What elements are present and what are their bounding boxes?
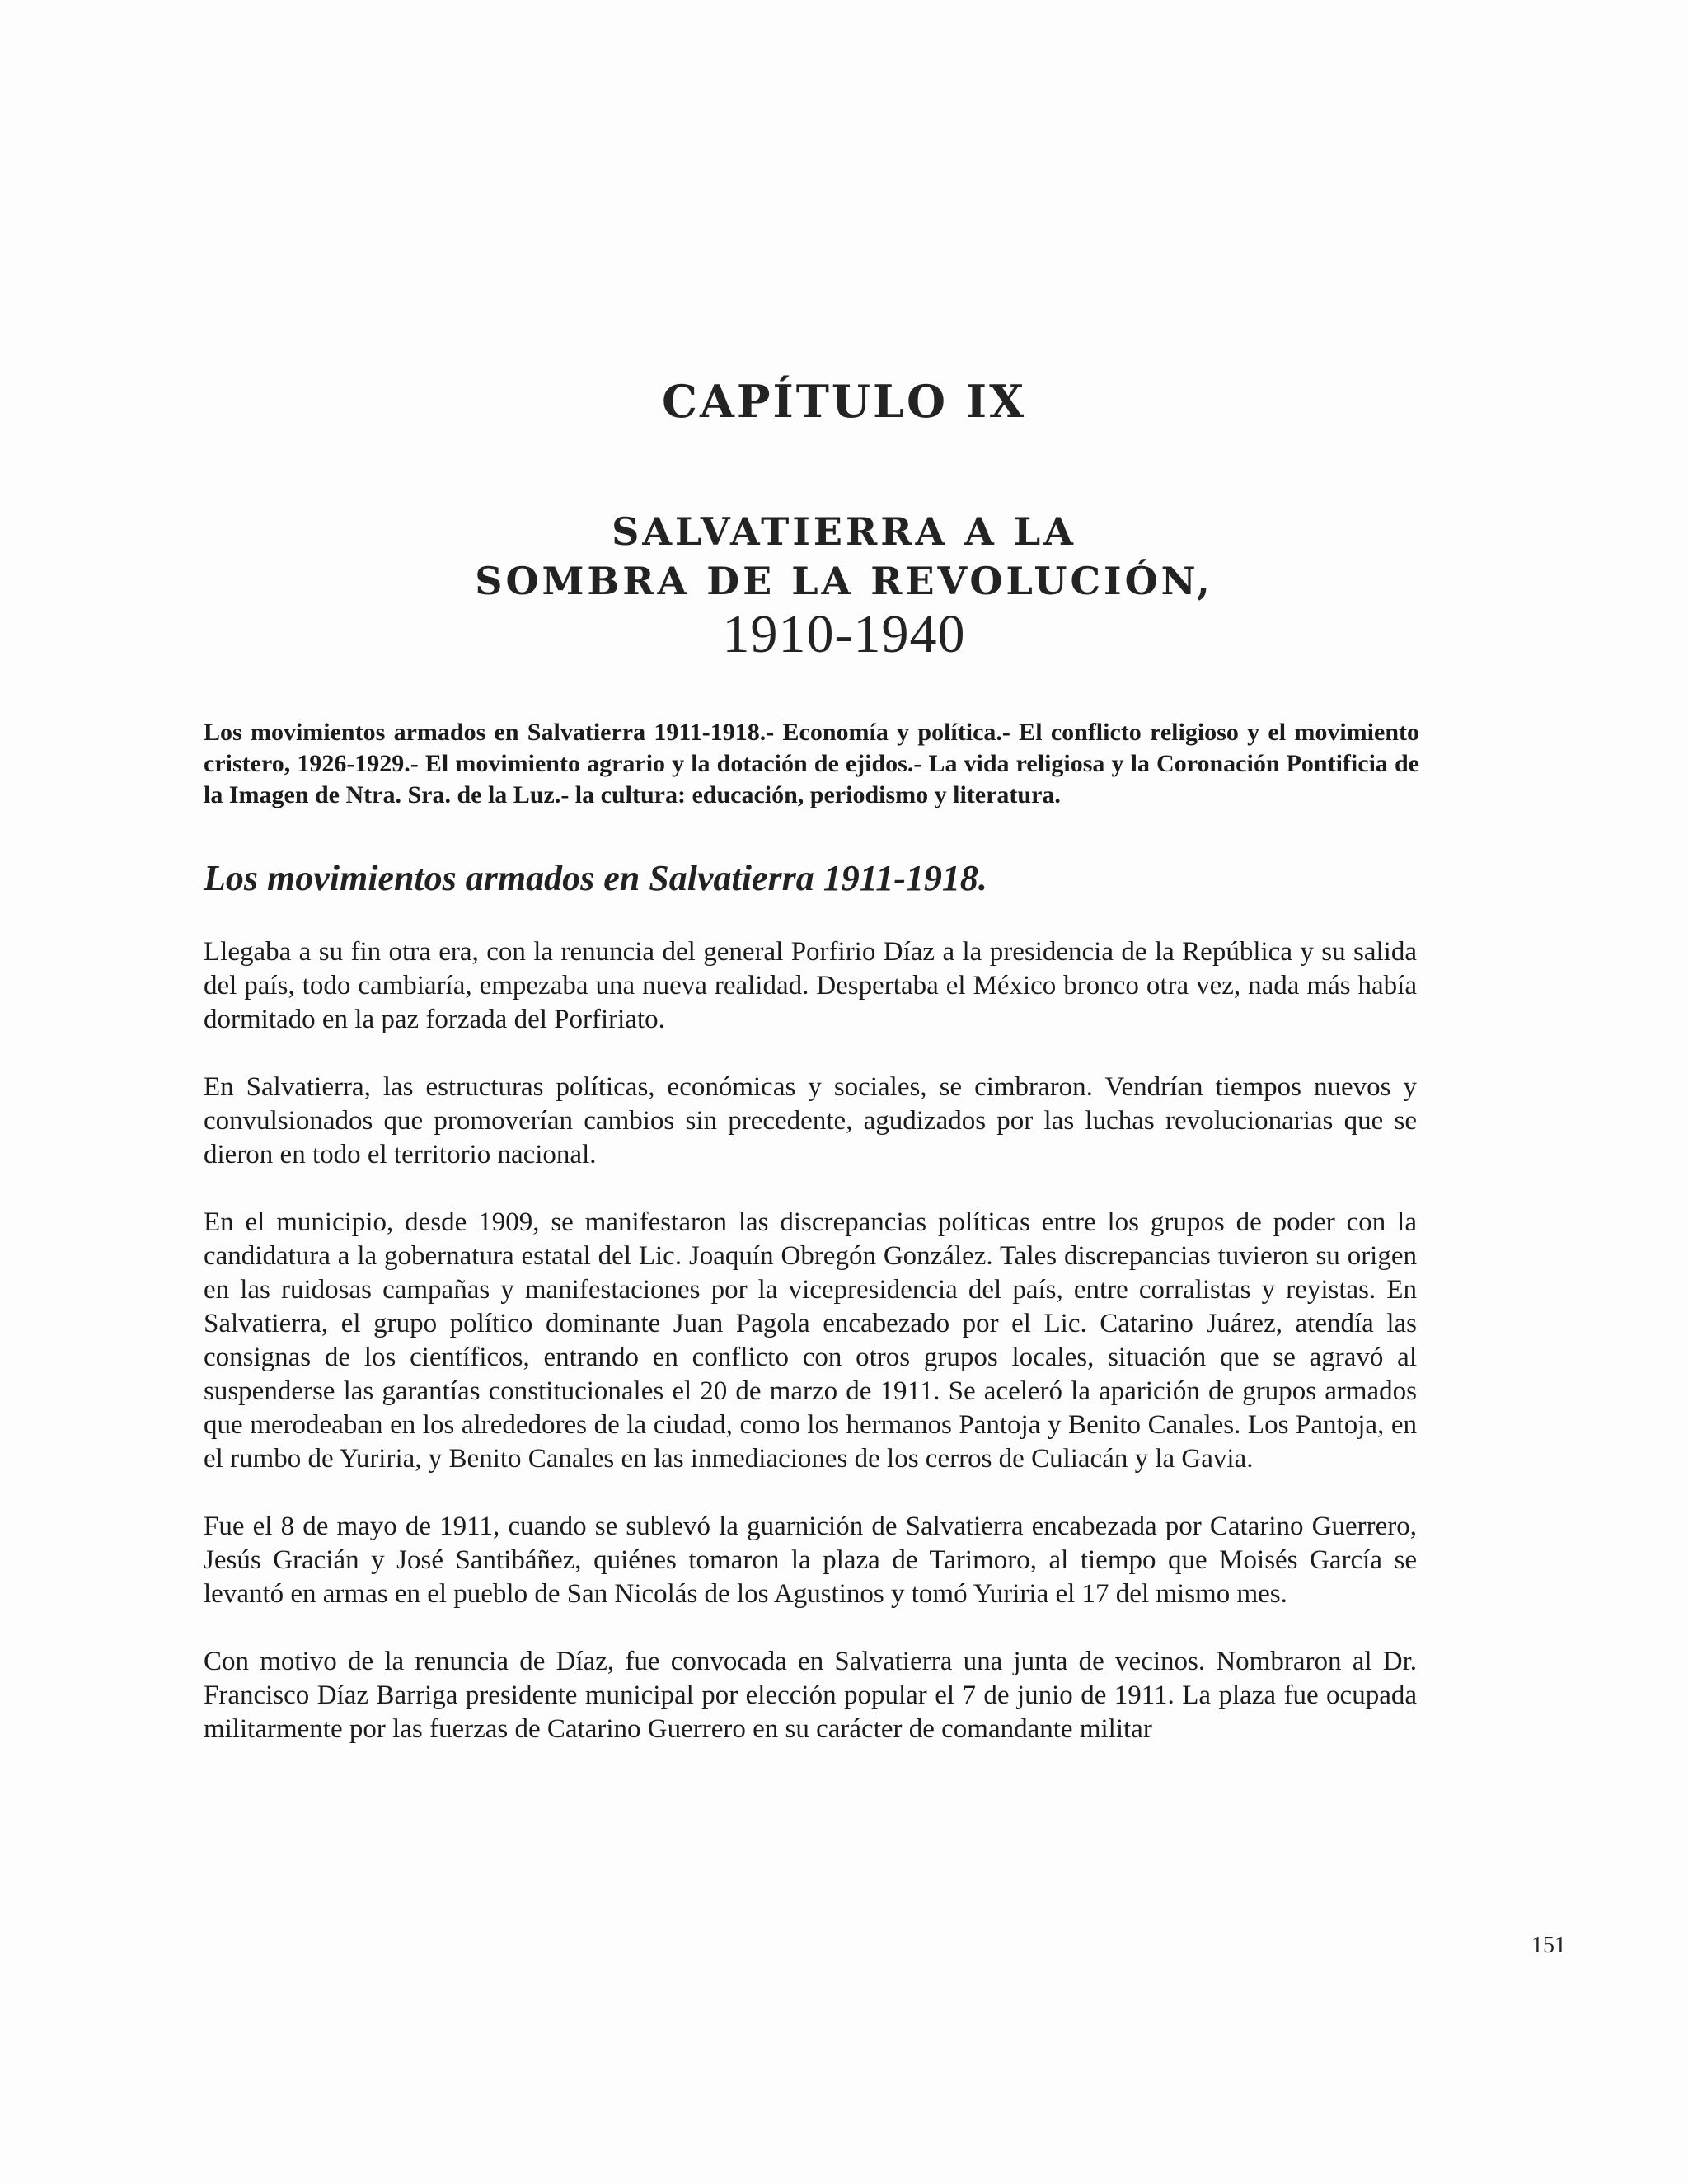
subtitle-years: 1910-1940 bbox=[722, 604, 966, 664]
paragraph: Fue el 8 de mayo de 1911, cuando se sublevó la guarnición de Salvatierra encabezada por Catarino Guerrero, Jesús Gracián y José Santibáñez, quiénes tomaron la plaza de Tarimoro, al tiempo que Moisés García se levantó en armas en el pueblo de San Nicolás de los Agustinos y tomó Yuriria el 17 del mismo mes. bbox=[204, 1511, 1417, 1609]
body-text bbox=[204, 935, 1417, 1780]
paragraph: Con motivo de la renuncia de Díaz, fue convocada en Salvatierra una junta de vecinos. Nombraron al Dr. Francisco Díaz Barriga presidente municipal por elección popular el 7 de junio de 1911. La plaza fue ocupada militarmente por las fuerzas de Catarino Guerrero en su carácter de comandante militar bbox=[204, 1647, 1417, 1744]
section-heading: Los movimientos armados en Salvatierra 1911-1918. bbox=[204, 858, 987, 898]
paragraph: En Salvatierra, las estructuras políticas, económicas y sociales, se cimbraron. Vendrían tiempos nuevos y convulsionados que promoverían cambios sin precedente, agudizados por las luchas revolucionarias que se dieron en todo el territorio nacional. bbox=[204, 1072, 1417, 1169]
chapter-title: CAPÍTULO IX bbox=[662, 375, 1026, 428]
paragraph: En el municipio, desde 1909, se manifestaron las discrepancias políticas entre los grupos de poder con la candidatura a la gobernatura estatal del Lic. Joaquín Obregón González. Tales discrepancias tuvieron su origen en las ruidosas campañas y manifestaciones por la vicepresidencia del país, entre corralistas y reyistas. En Salvatierra, el grupo político dominante Juan Pagola encabezado por el Lic. Catarino Juárez, atendía las consignas de los científicos, entrando en conflicto con otros grupos locales, situación que se agravó al suspenderse las garantías constitucionales el 20 de marzo de 1911. Se aceleró la aparición de grupos armados que merodeaban en los alrededores de la ciudad, como los hermanos Pantoja y Benito Canales. Los Pantoja, en el rumbo de Yuriria, y Benito Canales en las inmediaciones de los cerros de Culiacán y la Gavia. bbox=[204, 1207, 1417, 1474]
chapter-summary: Los movimientos armados en Salvatierra 1911-1918.- Economía y política.- El conflicto religioso y el movimiento cristero, 1926-1929.- El movimiento agrario y la dotación de ejidos.- La vida religiosa y la Coronación Pontificia de la Imagen de Ntra. Sra. de la Luz.- la cultura: educación, periodismo y literatura. bbox=[204, 719, 1419, 808]
paragraph: Llegaba a su fin otra era, con la renuncia del general Porfirio Díaz a la presidencia de la República y su salida del país, todo cambiaría, empezaba una nueva realidad. Despertaba el México bronco otra vez, nada más había dormitado en la paz forzada del Porfiriato. bbox=[204, 937, 1417, 1034]
page-number: 151 bbox=[1531, 1933, 1566, 1958]
subtitle-line-1: SALVATIERRA A LA bbox=[612, 509, 1076, 554]
subtitle-line-2: SOMBRA DE LA REVOLUCIÓN, bbox=[475, 559, 1213, 603]
chapter-subtitle bbox=[0, 507, 1688, 663]
